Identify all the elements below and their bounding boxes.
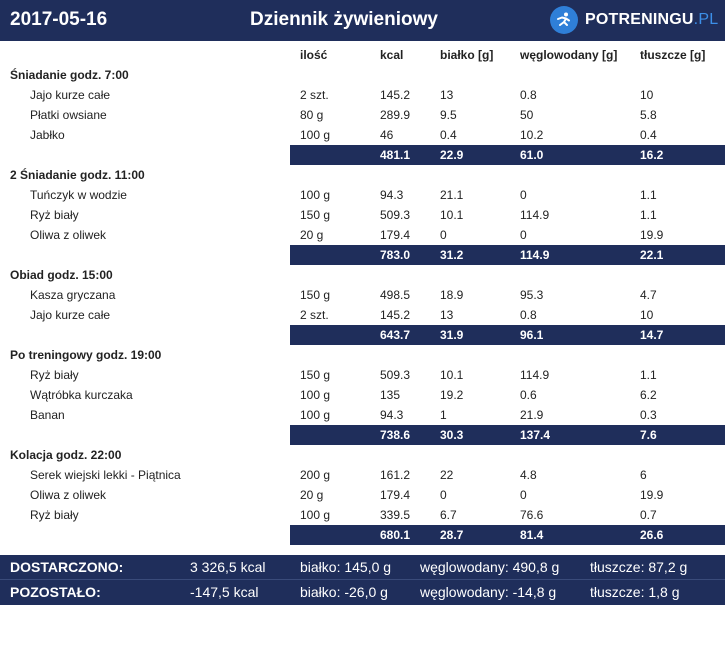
food-fat: 6 [640,468,647,482]
food-fat: 0.7 [640,508,657,522]
food-kcal: 145.2 [380,88,411,102]
header-bar [0,0,725,41]
food-name: Banan [30,408,65,422]
meal-total-protein: 28.7 [440,528,464,542]
food-fat: 19.9 [640,488,664,502]
food-name: Jajo kurze całe [30,88,111,102]
summary-carbs: węglowodany: 490,8 g [420,559,560,575]
food-protein: 22 [440,468,454,482]
meal-total-carbs: 96.1 [520,328,544,342]
food-row [0,185,725,205]
food-kcal: 135 [380,388,401,402]
diary-date: 2017-05-16 [10,9,108,30]
food-name: Płatki owsiane [30,108,107,122]
food-kcal: 94.3 [380,188,404,202]
food-carbs: 0.8 [520,88,537,102]
food-row [0,125,725,145]
summary-fat: tłuszcze: 87,2 g [590,559,688,575]
column-headers [0,45,725,65]
food-carbs: 50 [520,108,534,122]
food-carbs: 4.8 [520,468,537,482]
food-protein: 9.5 [440,108,457,122]
food-kcal: 46 [380,128,394,142]
food-carbs: 114.9 [520,208,550,222]
meal-total-kcal: 738.6 [380,428,411,442]
food-qty: 200 g [300,468,331,482]
meal-total-fat: 16.2 [640,148,664,162]
food-fat: 0.3 [640,408,657,422]
food-protein: 13 [440,88,454,102]
food-fat: 4.7 [640,288,657,302]
food-name: Serek wiejski lekki - Piątnica [30,468,181,482]
food-fat: 1.1 [640,188,657,202]
food-fat: 1.1 [640,208,657,222]
meal-total-row [0,425,725,445]
food-protein: 19.2 [440,388,464,402]
food-kcal: 161.2 [380,468,411,482]
meal-total-fat: 26.6 [640,528,664,542]
meal-total-row [0,325,725,345]
col-header-fat: tłuszcze [g] [640,48,706,62]
meal-total-kcal: 481.1 [380,148,411,162]
brand-name-suffix: .PL [693,11,719,28]
food-protein: 0 [440,488,447,502]
summary-protein: białko: 145,0 g [300,559,392,575]
summary-kcal: -147,5 kcal [190,584,259,600]
food-carbs: 0.8 [520,308,537,322]
food-name: Jabłko [30,128,65,142]
meal-total-carbs: 137.4 [520,428,551,442]
brand-name [585,11,718,29]
meal-total-carbs: 114.9 [520,248,550,262]
food-kcal: 509.3 [380,368,411,382]
food-row [0,105,725,125]
summary-label: POZOSTAŁO: [10,584,101,600]
summary-fat: tłuszcze: 1,8 g [590,584,680,600]
food-protein: 13 [440,308,454,322]
food-protein: 0.4 [440,128,457,142]
col-header-qty: ilość [300,48,328,62]
summary-delivered-row [0,555,725,580]
food-carbs: 95.3 [520,288,544,302]
food-row [0,465,725,485]
meal-section-title [0,165,725,185]
col-header-kcal: kcal [380,48,404,62]
summary-label: DOSTARCZONO: [10,559,124,575]
meal-section-title [0,265,725,285]
food-row [0,385,725,405]
food-row [0,225,725,245]
food-qty: 100 g [300,408,331,422]
food-qty: 20 g [300,488,324,502]
food-carbs: 0 [520,228,527,242]
food-fat: 19.9 [640,228,664,242]
meal-title: Śniadanie godz. 7:00 [10,68,129,82]
meal-total-protein: 22.9 [440,148,464,162]
food-kcal: 509.3 [380,208,411,222]
meal-section-title [0,65,725,85]
food-protein: 1 [440,408,447,422]
food-row [0,505,725,525]
food-qty: 150 g [300,368,331,382]
food-name: Jajo kurze całe [30,308,111,322]
food-qty: 100 g [300,508,331,522]
meal-title: Po treningowy godz. 19:00 [10,348,162,362]
food-carbs: 10.2 [520,128,544,142]
food-protein: 10.1 [440,208,464,222]
meal-total-carbs: 81.4 [520,528,544,542]
food-fat: 6.2 [640,388,657,402]
runner-icon [550,6,578,34]
food-qty: 100 g [300,128,331,142]
summary-carbs: węglowodany: -14,8 g [420,584,557,600]
summary-kcal: 3 326,5 kcal [190,559,266,575]
food-name: Wątróbka kurczaka [30,388,133,402]
food-kcal: 498.5 [380,288,411,302]
page-title: Dziennik żywieniowy [250,9,438,30]
food-qty: 150 g [300,288,331,302]
food-kcal: 339.5 [380,508,411,522]
meal-total-protein: 30.3 [440,428,464,442]
food-fat: 10 [640,88,654,102]
food-kcal: 179.4 [380,488,411,502]
food-qty: 2 szt. [300,308,329,322]
food-fat: 0.4 [640,128,657,142]
meal-total-carbs: 61.0 [520,148,544,162]
meal-total-fat: 14.7 [640,328,664,342]
meal-total-fat: 7.6 [640,428,657,442]
food-qty: 150 g [300,208,331,222]
food-qty: 100 g [300,388,331,402]
meal-section-title [0,345,725,365]
col-header-carbs: węglowodany [g] [520,48,618,62]
food-kcal: 145.2 [380,308,411,322]
meal-total-protein: 31.9 [440,328,464,342]
food-carbs: 114.9 [520,368,550,382]
food-kcal: 94.3 [380,408,404,422]
meal-section-title [0,445,725,465]
food-qty: 20 g [300,228,324,242]
food-name: Ryż biały [30,208,79,222]
food-qty: 100 g [300,188,331,202]
food-name: Ryż biały [30,368,79,382]
meal-title: Kolacja godz. 22:00 [10,448,122,462]
col-header-protein: białko [g] [440,48,494,62]
food-protein: 18.9 [440,288,464,302]
food-protein: 10.1 [440,368,464,382]
food-row [0,485,725,505]
food-fat: 5.8 [640,108,657,122]
summary-protein: białko: -26,0 g [300,584,388,600]
meal-title: 2 Śniadanie godz. 11:00 [10,168,145,182]
food-carbs: 76.6 [520,508,544,522]
food-qty: 80 g [300,108,324,122]
food-protein: 0 [440,228,447,242]
food-carbs: 0.6 [520,388,537,402]
meal-total-kcal: 643.7 [380,328,411,342]
meal-total-row [0,525,725,545]
food-protein: 6.7 [440,508,457,522]
food-name: Oliwa z oliwek [30,228,107,242]
food-carbs: 0 [520,488,527,502]
meal-total-row [0,245,725,265]
summary-remaining-row [0,580,725,605]
meal-total-row [0,145,725,165]
food-row [0,285,725,305]
food-row [0,365,725,385]
food-protein: 21.1 [440,188,464,202]
meal-total-protein: 31.2 [440,248,464,262]
food-carbs: 0 [520,188,527,202]
food-row [0,205,725,225]
meal-total-kcal: 680.1 [380,528,411,542]
meal-total-fat: 22.1 [640,248,664,262]
food-fat: 1.1 [640,368,657,382]
brand-logo[interactable] [550,6,718,34]
food-kcal: 289.9 [380,108,411,122]
food-name: Tuńczyk w wodzie [30,188,127,202]
meal-total-kcal: 783.0 [380,248,411,262]
food-kcal: 179.4 [380,228,411,242]
food-fat: 10 [640,308,654,322]
food-name: Ryż biały [30,508,79,522]
food-qty: 2 szt. [300,88,329,102]
brand-name-main: POTRENINGU [585,11,694,28]
food-row [0,305,725,325]
food-name: Oliwa z oliwek [30,488,107,502]
food-name: Kasza gryczana [30,288,116,302]
food-carbs: 21.9 [520,408,544,422]
meal-title: Obiad godz. 15:00 [10,268,113,282]
food-row [0,85,725,105]
food-row [0,405,725,425]
